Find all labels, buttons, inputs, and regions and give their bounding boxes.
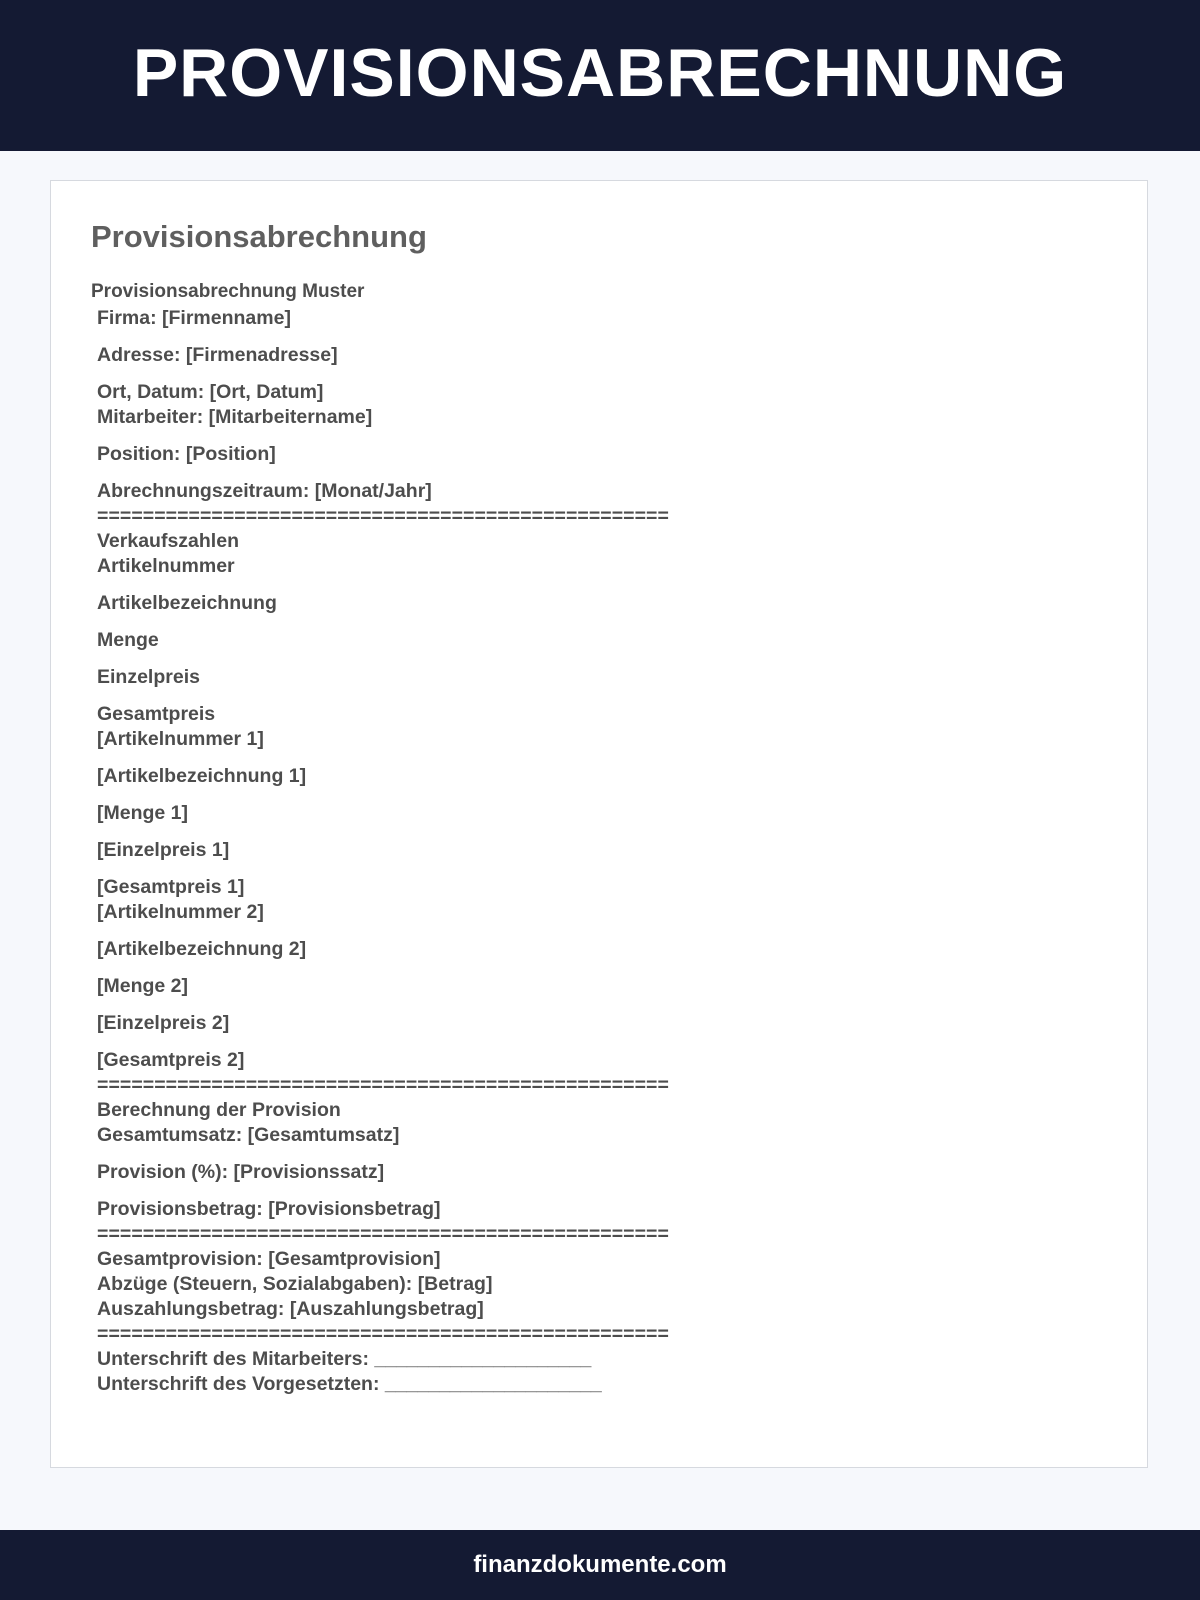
- document-line: Menge: [97, 629, 159, 651]
- header-banner: [0, 0, 1200, 151]
- document-line: Gesamtprovision: [Gesamtprovision]: [97, 1248, 441, 1270]
- document-line: [Menge 1]: [97, 802, 189, 824]
- document-line: Unterschrift des Mitarbeiters: ____________________: [97, 1348, 592, 1370]
- document-line: Provisionsbetrag: [Provisionsbetrag]: [97, 1198, 441, 1220]
- document-line: [Artikelnummer 1]: [97, 728, 264, 750]
- document-line: Abrechnungszeitraum: [Monat/Jahr]: [97, 480, 432, 502]
- document-line: Auszahlungsbetrag: [Auszahlungsbetrag]: [97, 1298, 484, 1320]
- document-line: [Artikelbezeichnung 1]: [97, 765, 307, 787]
- document-line: [Gesamtpreis 1]: [97, 876, 245, 898]
- document-line: Firma: [Firmenname]: [97, 307, 291, 329]
- footer-bar: [0, 1530, 1200, 1600]
- footer-site-name: finanzdokumente.com: [473, 1551, 727, 1578]
- separator-line: ==================================================: [97, 1074, 669, 1096]
- separator-line: ==================================================: [97, 1323, 669, 1345]
- document-line: [Gesamtpreis 2]: [97, 1049, 245, 1071]
- document-line: Mitarbeiter: [Mitarbeitername]: [97, 406, 373, 428]
- document-line: Berechnung der Provision: [97, 1099, 341, 1121]
- document-line: Provision (%): [Provisionssatz]: [97, 1161, 385, 1183]
- document-line: Abzüge (Steuern, Sozialabgaben): [Betrag]: [97, 1273, 493, 1295]
- document-line: Gesamtumsatz: [Gesamtumsatz]: [97, 1124, 400, 1146]
- document-line: [Artikelnummer 2]: [97, 901, 264, 923]
- document-line: [Menge 2]: [97, 975, 189, 997]
- document-line: Unterschrift des Vorgesetzten: ____________________: [97, 1373, 602, 1395]
- document-line: Ort, Datum: [Ort, Datum]: [97, 381, 324, 403]
- document-line: [Artikelbezeichnung 2]: [97, 938, 307, 960]
- document-line: [Einzelpreis 2]: [97, 1012, 230, 1034]
- separator-line: ==================================================: [97, 505, 669, 527]
- document-line: Artikelnummer: [97, 555, 235, 577]
- document-line: Verkaufszahlen: [97, 530, 239, 552]
- document-line: [Einzelpreis 1]: [97, 839, 230, 861]
- banner-title: PROVISIONSABRECHNUNG: [132, 34, 1068, 111]
- document-line: Adresse: [Firmenadresse]: [97, 344, 338, 366]
- document-line: Artikelbezeichnung: [97, 592, 277, 614]
- document-line: Position: [Position]: [97, 443, 276, 465]
- document-title: Provisionsabrechnung: [91, 219, 427, 254]
- document-body: [97, 306, 669, 1397]
- document-subtitle: Provisionsabrechnung Muster: [91, 281, 365, 302]
- document-card: [50, 180, 1148, 1468]
- document-line: Einzelpreis: [97, 666, 200, 688]
- separator-line: ==================================================: [97, 1223, 669, 1245]
- document-line: Gesamtpreis: [97, 703, 216, 725]
